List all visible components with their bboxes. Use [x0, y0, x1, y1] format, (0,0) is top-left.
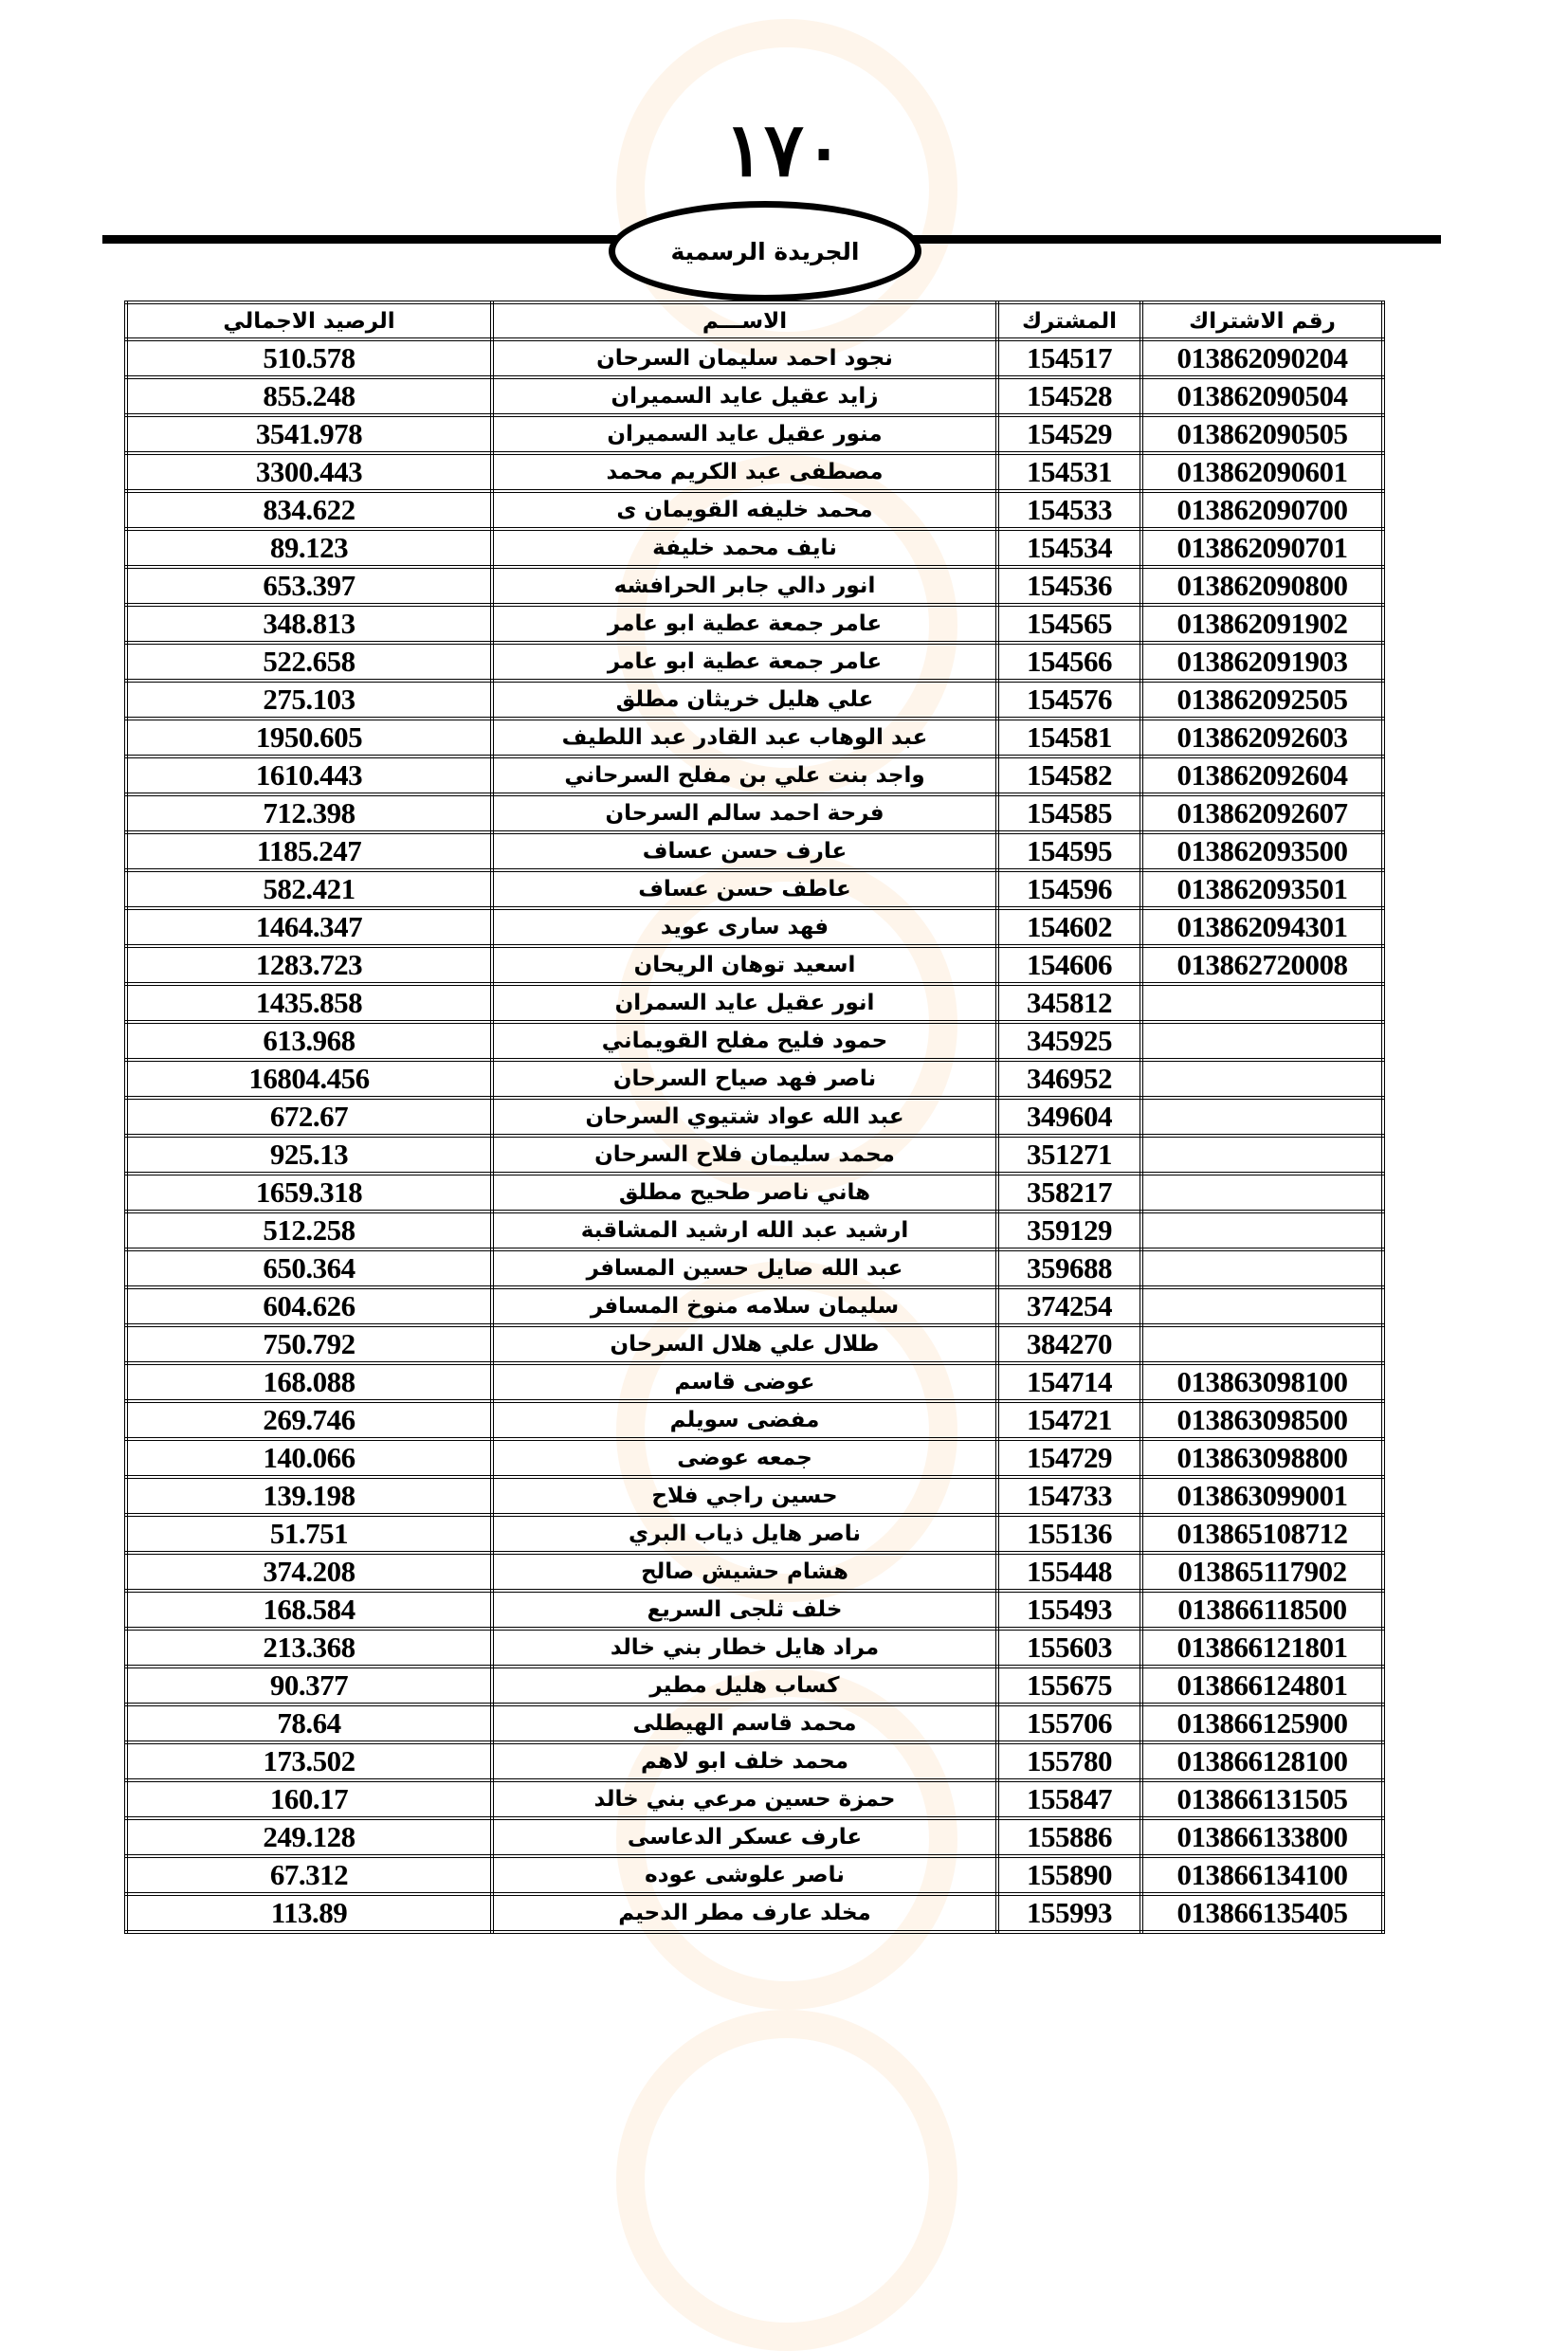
subscription-number-cell: 013862092603	[1141, 719, 1383, 756]
publication-badge	[609, 201, 921, 301]
balance-cell: 374.208	[126, 1553, 492, 1591]
name-cell: هاني ناصر طحيح مطلق	[492, 1174, 997, 1212]
table-row	[126, 1667, 1383, 1704]
subscription-number-cell: 013863099001	[1141, 1477, 1383, 1515]
subscription-number-cell: 013866124801	[1141, 1667, 1383, 1704]
balance-cell: 139.198	[126, 1477, 492, 1515]
table-row	[126, 1742, 1383, 1780]
publication-title: الجريدة الرسمية	[670, 237, 860, 265]
subscription-number-cell: 013862090601	[1141, 453, 1383, 491]
name-cell: ناصر فهد صياح السرحان	[492, 1060, 997, 1098]
name-cell: عبد الوهاب عبد القادر عبد اللطيف	[492, 719, 997, 756]
subscriber-id-cell: 154733	[997, 1477, 1141, 1515]
table-row	[126, 1174, 1383, 1212]
table-row	[126, 984, 1383, 1022]
table-row	[126, 756, 1383, 794]
name-cell: سليمان سلامه منوخ المسافر	[492, 1287, 997, 1325]
subscription-number-cell: 013862090505	[1141, 415, 1383, 453]
subscription-number-cell: 013862092604	[1141, 756, 1383, 794]
balance-cell: 213.368	[126, 1629, 492, 1667]
watermark-logo	[616, 2010, 957, 2351]
balance-cell: 1185.247	[126, 832, 492, 870]
subscriber-id-cell: 359129	[997, 1212, 1141, 1249]
name-cell: ناصر علوشى عوده	[492, 1856, 997, 1894]
subscriber-id-cell: 154714	[997, 1363, 1141, 1401]
name-cell: انور عقيل عايد السمران	[492, 984, 997, 1022]
subscriber-id-cell: 154721	[997, 1401, 1141, 1439]
subscription-number-cell: 013862720008	[1141, 946, 1383, 984]
subscriber-id-cell: 154596	[997, 870, 1141, 908]
table-row	[126, 946, 1383, 984]
balance-cell: 168.584	[126, 1591, 492, 1629]
table-row	[126, 908, 1383, 946]
subscription-number-cell: 013866133800	[1141, 1818, 1383, 1856]
subscriber-id-cell: 154533	[997, 491, 1141, 529]
name-cell: حمود فليح مفلح القويماني	[492, 1022, 997, 1060]
table-row	[126, 1553, 1383, 1591]
table-row	[126, 1704, 1383, 1742]
balance-cell: 3541.978	[126, 415, 492, 453]
balance-cell: 712.398	[126, 794, 492, 832]
subscription-number-cell: 013865117902	[1141, 1553, 1383, 1591]
subscriber-id-cell: 154729	[997, 1439, 1141, 1477]
subscription-number-cell: 013862091903	[1141, 643, 1383, 681]
table-row	[126, 1098, 1383, 1136]
subscription-number-cell: 013866131505	[1141, 1780, 1383, 1818]
balance-cell: 522.658	[126, 643, 492, 681]
subscriber-id-cell: 154531	[997, 453, 1141, 491]
subscription-number-cell	[1141, 1098, 1383, 1136]
name-cell: مخلد عارف مطر الدحيم	[492, 1894, 997, 1932]
table-row	[126, 1249, 1383, 1287]
subscription-number-cell: 013862093500	[1141, 832, 1383, 870]
name-cell: عبد الله عواد شتيوي السرحان	[492, 1098, 997, 1136]
name-cell: كساب هليل مطير	[492, 1667, 997, 1704]
subscription-number-cell	[1141, 984, 1383, 1022]
name-cell: مصطفى عبد الكريم محمد	[492, 453, 997, 491]
table-row	[126, 1136, 1383, 1174]
subscriber-id-cell: 154606	[997, 946, 1141, 984]
table-row	[126, 567, 1383, 605]
subscriber-id-cell: 154576	[997, 681, 1141, 719]
subscription-number-cell: 013862092607	[1141, 794, 1383, 832]
name-cell: فهد سارى عويد	[492, 908, 997, 946]
name-cell: نجود احمد سليمان السرحان	[492, 339, 997, 377]
balance-cell: 249.128	[126, 1818, 492, 1856]
subscription-number-cell: 013862091902	[1141, 605, 1383, 643]
table-row	[126, 719, 1383, 756]
balance-cell: 168.088	[126, 1363, 492, 1401]
table-row	[126, 453, 1383, 491]
subscription-number-cell: 013865108712	[1141, 1515, 1383, 1553]
balance-cell: 89.123	[126, 529, 492, 567]
subscription-number-cell: 013866125900	[1141, 1704, 1383, 1742]
name-cell: نايف محمد خليفة	[492, 529, 997, 567]
subscription-number-cell	[1141, 1249, 1383, 1287]
balance-cell: 512.258	[126, 1212, 492, 1249]
subscription-number-cell: 013863098800	[1141, 1439, 1383, 1477]
balance-cell: 160.17	[126, 1780, 492, 1818]
subscriber-id-cell: 154602	[997, 908, 1141, 946]
subscription-number-cell	[1141, 1325, 1383, 1363]
name-cell: علي هليل خريثان مطلق	[492, 681, 997, 719]
subscriber-id-cell: 345812	[997, 984, 1141, 1022]
name-cell: مفضى سويلم	[492, 1401, 997, 1439]
subscriber-id-cell: 155493	[997, 1591, 1141, 1629]
balance-cell: 653.397	[126, 567, 492, 605]
balance-cell: 1435.858	[126, 984, 492, 1022]
table-row	[126, 1401, 1383, 1439]
name-cell: خلف ثلجى السريع	[492, 1591, 997, 1629]
subscriber-id-cell: 154565	[997, 605, 1141, 643]
name-cell: واجد بنت علي بن مفلح السرحاني	[492, 756, 997, 794]
name-cell: حسين راجي فلاح	[492, 1477, 997, 1515]
subscription-number-cell: 013862093501	[1141, 870, 1383, 908]
balance-cell: 348.813	[126, 605, 492, 643]
subscription-number-cell	[1141, 1060, 1383, 1098]
name-cell: هشام حشيش صالح	[492, 1553, 997, 1591]
balance-cell: 1659.318	[126, 1174, 492, 1212]
subscriber-id-cell: 346952	[997, 1060, 1141, 1098]
subscription-number-cell: 013862090504	[1141, 377, 1383, 415]
table-row	[126, 491, 1383, 529]
name-cell: عارف عسكر الدعاسى	[492, 1818, 997, 1856]
column-header-subscription-number: رقم الاشتراك	[1141, 302, 1383, 339]
balance-cell: 3300.443	[126, 453, 492, 491]
table-row	[126, 1212, 1383, 1249]
balance-cell: 173.502	[126, 1742, 492, 1780]
subscriber-id-cell: 155780	[997, 1742, 1141, 1780]
subscriber-id-cell: 155847	[997, 1780, 1141, 1818]
table-header-row	[126, 302, 1383, 339]
subscriber-id-cell: 154528	[997, 377, 1141, 415]
subscriber-id-cell: 155675	[997, 1667, 1141, 1704]
balance-cell: 582.421	[126, 870, 492, 908]
name-cell: انور دالي جابر الحرافشه	[492, 567, 997, 605]
balance-cell: 1610.443	[126, 756, 492, 794]
table-row	[126, 1060, 1383, 1098]
subscriber-id-cell: 154517	[997, 339, 1141, 377]
table-row	[126, 605, 1383, 643]
balance-cell: 140.066	[126, 1439, 492, 1477]
table-row	[126, 1287, 1383, 1325]
subscriber-id-cell: 154595	[997, 832, 1141, 870]
name-cell: عاطف حسن عساف	[492, 870, 997, 908]
table-row	[126, 1325, 1383, 1363]
name-cell: حمزة حسين مرعي بني خالد	[492, 1780, 997, 1818]
balance-cell: 604.626	[126, 1287, 492, 1325]
subscription-number-cell: 013862090800	[1141, 567, 1383, 605]
name-cell: عوضى قاسم	[492, 1363, 997, 1401]
balance-cell: 78.64	[126, 1704, 492, 1742]
balance-cell: 750.792	[126, 1325, 492, 1363]
balance-cell: 51.751	[126, 1515, 492, 1553]
subscription-number-cell: 013866128100	[1141, 1742, 1383, 1780]
balance-cell: 613.968	[126, 1022, 492, 1060]
subscriber-id-cell: 155886	[997, 1818, 1141, 1856]
subscription-number-cell	[1141, 1287, 1383, 1325]
balance-cell: 269.746	[126, 1401, 492, 1439]
subscription-number-cell: 013862092505	[1141, 681, 1383, 719]
column-header-total-balance: الرصيد الاجمالي	[126, 302, 492, 339]
subscription-number-cell	[1141, 1212, 1383, 1249]
table-row	[126, 1439, 1383, 1477]
name-cell: محمد خليفه القويمان ى	[492, 491, 997, 529]
balance-cell: 925.13	[126, 1136, 492, 1174]
subscription-number-cell: 013866134100	[1141, 1856, 1383, 1894]
name-cell: عامر جمعة عطية ابو عامر	[492, 643, 997, 681]
subscription-number-cell: 013866121801	[1141, 1629, 1383, 1667]
subscriber-id-cell: 351271	[997, 1136, 1141, 1174]
balance-cell: 90.377	[126, 1667, 492, 1704]
table-row	[126, 1363, 1383, 1401]
subscription-number-cell	[1141, 1022, 1383, 1060]
table-row	[126, 529, 1383, 567]
subscription-number-cell: 013866135405	[1141, 1894, 1383, 1932]
table-row	[126, 1477, 1383, 1515]
subscriber-id-cell: 154585	[997, 794, 1141, 832]
name-cell: عارف حسن عساف	[492, 832, 997, 870]
subscriber-id-cell: 154534	[997, 529, 1141, 567]
name-cell: مراد هايل خطار بني خالد	[492, 1629, 997, 1667]
name-cell: عامر جمعة عطية ابو عامر	[492, 605, 997, 643]
balance-cell: 113.89	[126, 1894, 492, 1932]
subscription-number-cell	[1141, 1136, 1383, 1174]
balance-cell: 67.312	[126, 1856, 492, 1894]
subscriber-id-cell: 154536	[997, 567, 1141, 605]
subscriber-id-cell: 349604	[997, 1098, 1141, 1136]
table-row	[126, 1818, 1383, 1856]
balance-cell: 1464.347	[126, 908, 492, 946]
name-cell: منور عقيل عايد السميران	[492, 415, 997, 453]
name-cell: ناصر هايل ذياب البري	[492, 1515, 997, 1553]
table-row	[126, 415, 1383, 453]
subscriber-id-cell: 155993	[997, 1894, 1141, 1932]
name-cell: طلال علي هلال السرحان	[492, 1325, 997, 1363]
table-row	[126, 832, 1383, 870]
table-row	[126, 377, 1383, 415]
name-cell: اسعيد توهان الريحان	[492, 946, 997, 984]
table-row	[126, 1591, 1383, 1629]
name-cell: محمد سليمان فلاح السرحان	[492, 1136, 997, 1174]
subscription-number-cell	[1141, 1174, 1383, 1212]
table-row	[126, 681, 1383, 719]
subscriber-id-cell: 154582	[997, 756, 1141, 794]
subscription-number-cell: 013862090700	[1141, 491, 1383, 529]
balance-cell: 275.103	[126, 681, 492, 719]
table-row	[126, 870, 1383, 908]
subscriber-id-cell: 154566	[997, 643, 1141, 681]
column-header-subscriber: المشترك	[997, 302, 1141, 339]
subscription-number-cell: 013863098100	[1141, 1363, 1383, 1401]
subscriber-id-cell: 155890	[997, 1856, 1141, 1894]
subscriber-id-cell: 359688	[997, 1249, 1141, 1287]
page-number: ١٧٠	[724, 107, 844, 193]
subscriber-id-cell: 155603	[997, 1629, 1141, 1667]
subscription-number-cell: 013862090701	[1141, 529, 1383, 567]
name-cell: ارشيد عبد الله ارشيد المشاقبة	[492, 1212, 997, 1249]
balance-cell: 510.578	[126, 339, 492, 377]
balance-cell: 1283.723	[126, 946, 492, 984]
table-row	[126, 339, 1383, 377]
subscriber-id-cell: 154581	[997, 719, 1141, 756]
table-row	[126, 643, 1383, 681]
subscriber-id-cell: 154529	[997, 415, 1141, 453]
subscribers-table	[124, 301, 1385, 1934]
balance-cell: 16804.456	[126, 1060, 492, 1098]
subscription-number-cell: 013866118500	[1141, 1591, 1383, 1629]
subscriber-id-cell: 155706	[997, 1704, 1141, 1742]
subscription-number-cell: 013863098500	[1141, 1401, 1383, 1439]
subscriber-id-cell: 155136	[997, 1515, 1141, 1553]
name-cell: فرحة احمد سالم السرحان	[492, 794, 997, 832]
balance-cell: 1950.605	[126, 719, 492, 756]
table-row	[126, 794, 1383, 832]
balance-cell: 834.622	[126, 491, 492, 529]
balance-cell: 672.67	[126, 1098, 492, 1136]
column-header-name: الاســـم	[492, 302, 997, 339]
subscriber-id-cell: 358217	[997, 1174, 1141, 1212]
table-row	[126, 1022, 1383, 1060]
table-row	[126, 1515, 1383, 1553]
table-row	[126, 1629, 1383, 1667]
name-cell: زايد عقيل عايد السميران	[492, 377, 997, 415]
name-cell: محمد خلف ابو لاهم	[492, 1742, 997, 1780]
balance-cell: 650.364	[126, 1249, 492, 1287]
subscription-number-cell: 013862094301	[1141, 908, 1383, 946]
table-row	[126, 1780, 1383, 1818]
name-cell: عبد الله صايل حسين المسافر	[492, 1249, 997, 1287]
subscriber-id-cell: 155448	[997, 1553, 1141, 1591]
table-row	[126, 1856, 1383, 1894]
subscription-number-cell: 013862090204	[1141, 339, 1383, 377]
subscriber-id-cell: 384270	[997, 1325, 1141, 1363]
table-row	[126, 1894, 1383, 1932]
subscriber-id-cell: 345925	[997, 1022, 1141, 1060]
name-cell: محمد قاسم الهيطلى	[492, 1704, 997, 1742]
balance-cell: 855.248	[126, 377, 492, 415]
name-cell: جمعه عوضى	[492, 1439, 997, 1477]
subscriber-id-cell: 374254	[997, 1287, 1141, 1325]
